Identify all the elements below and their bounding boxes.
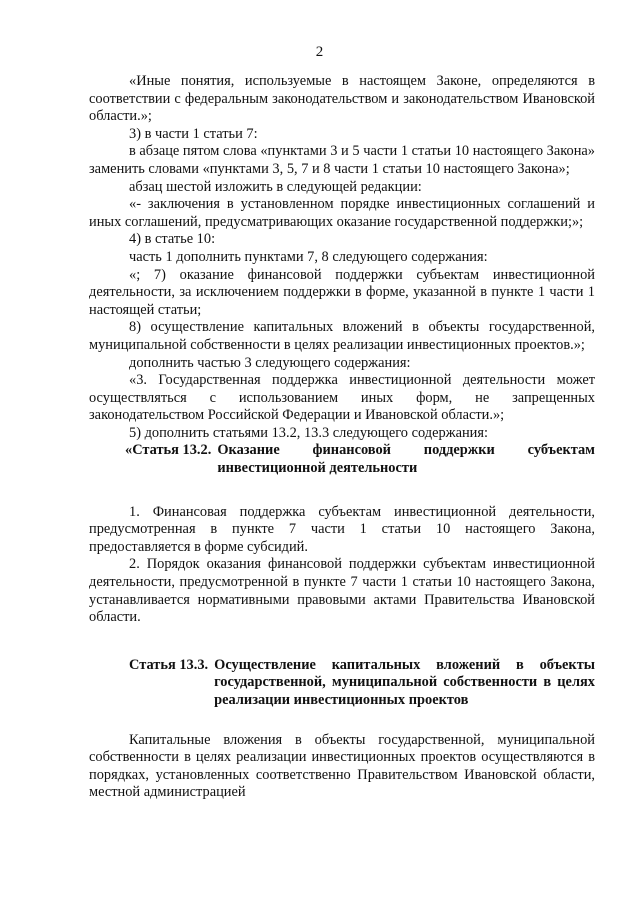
paragraph-point-7: «; 7) оказание финансовой поддержки субъектам инвестиционной деятельности, за исключением поддержки в форме, указанной в пункте 1 части 1 настоящей статьи;: [89, 266, 595, 318]
paragraph-part-1-intro: часть 1 дополнить пунктами 7, 8 следующего содержания:: [129, 248, 488, 265]
paragraph-item-3: 3) в части 1 статьи 7:: [129, 125, 258, 142]
article-13-3-title: Осуществление капитальных вложений в объекты государственной, муниципальной собственности в целях реализации инвестиционных проектов: [214, 656, 595, 708]
article-13-2-paragraph-2: 2. Порядок оказания финансовой поддержки субъектам инвестиционной деятельности, предусмотренной в пункте 7 части 1 статьи 10 настоящего Закона, устанавливается нормативными правовыми актами Правительства Ивановской области.: [89, 556, 595, 626]
paragraph-item-4: 4) в статье 10:: [129, 231, 216, 248]
article-13-3-paragraph-1: Капитальные вложения в объекты государственной, муниципальной собственности в целях реализации инвестиционных проектов осуществляются в порядках, установленных соответственно Правительством Ивановской области, местной администрацией: [89, 731, 595, 801]
paragraph-definitions: «Иные понятия, используемые в настоящем Законе, определяются в соответствии с федеральным законодательством и законодательством Ивановской области.»;: [89, 73, 595, 125]
paragraph-part-3-text: «3. Государственная поддержка инвестиционной деятельности может осуществляться с использованием иных форм, не запрещенных законодательством Российской Федерации и Ивановской области.»;: [89, 372, 595, 424]
paragraph-abzac-5: в абзаце пятом слова «пунктами 3 и 5 части 1 статьи 10 настоящего Закона» заменить словами «пунктами 3, 5, 7 и 8 части 1 статьи 10 настоящего Закона»;: [89, 143, 595, 177]
article-13-2-heading: [89, 442, 595, 477]
article-13-3-number: Статья 13.3.: [129, 656, 209, 673]
spacer: [89, 478, 595, 504]
page-number: 2: [315, 44, 324, 60]
spacer: [89, 710, 595, 732]
paragraph-abzac-6-text: «- заключения в установленном порядке инвестиционных соглашений и иных соглашений, предусматривающих оказание государственной поддержки;»;: [89, 196, 595, 230]
article-13-2-title: Оказание финансовой поддержки субъектам инвестиционной деятельности: [217, 442, 595, 477]
paragraph-part-3-intro: дополнить частью 3 следующего содержания:: [129, 354, 411, 371]
article-13-2-number: «Статья 13.2.: [125, 442, 212, 459]
paragraph-point-8: 8) осуществление капитальных вложений в объекты государственной, муниципальной собственности в целях реализации инвестиционных проектов.»;: [89, 319, 595, 353]
spacer: [89, 627, 595, 657]
article-13-2-paragraph-1: 1. Финансовая поддержка субъектам инвестиционной деятельности, предусмотренная в пункте 7 части 1 статьи 10 настоящего Закона, предоставляется в форме субсидий.: [89, 503, 595, 555]
article-13-3-heading: [89, 657, 595, 710]
paragraph-abzac-6-intro: абзац шестой изложить в следующей редакции:: [129, 178, 422, 195]
document-body: [89, 73, 595, 802]
paragraph-item-5: 5) дополнить статьями 13.2, 13.3 следующего содержания:: [129, 424, 489, 441]
